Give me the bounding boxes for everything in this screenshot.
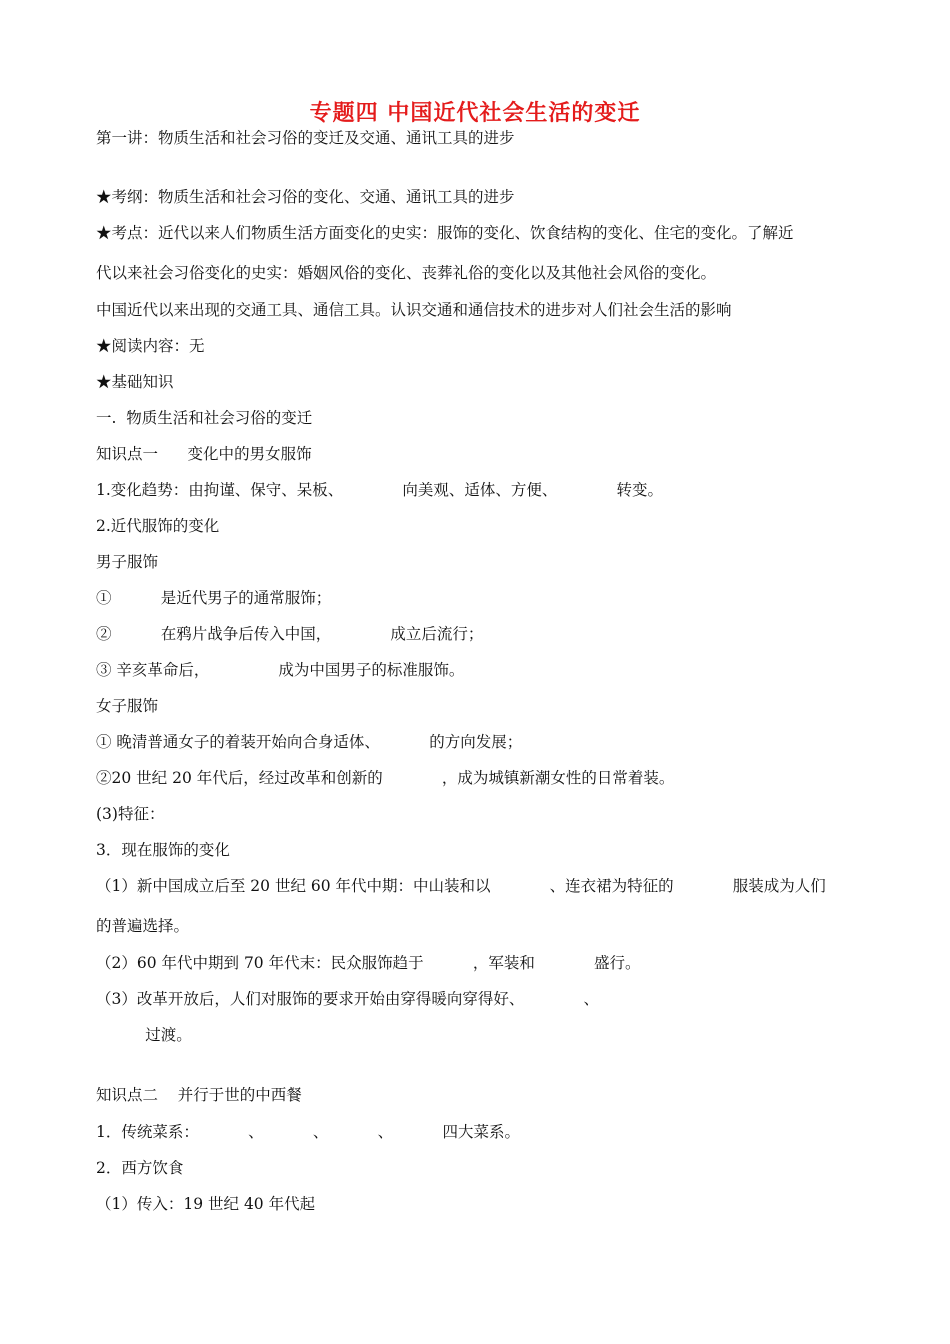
mens-item-1: ① 是近代男子的通常服饰；	[96, 589, 332, 607]
current-item-1: （1）新中国成立后至 20 世纪 60 年代中期：中山装和以 、连衣裙为特征的 服装成为人们	[96, 877, 826, 895]
basic-knowledge-heading: ★基础知识	[96, 373, 174, 391]
current-item-1-cont: 的普遍选择。	[96, 917, 190, 935]
knowledge-point-two: 知识点二 并行于世的中西餐	[96, 1086, 302, 1104]
western-food-heading: 2．西方饮食	[96, 1159, 184, 1177]
exam-points-cont: 代以来社会习俗变化的史实：婚姻风俗的变化、丧葬礼俗的变化以及其他社会风俗的变化。	[96, 264, 717, 282]
mens-clothing-heading: 男子服饰	[96, 553, 159, 571]
document-title: 专题四 中国近代社会生活的变迁	[309, 101, 641, 126]
current-item-2: （2）60 年代中期到 70 年代末：民众服饰趋于 ，军装和 盛行。	[96, 954, 641, 972]
current-clothing-heading: 3．现在服饰的变化	[96, 841, 230, 859]
cuisines-line: 1．传统菜系： 、 、 、 四大菜系。	[96, 1123, 520, 1141]
features-line: (3)特征：	[96, 805, 165, 823]
current-item-3: （3）改革开放后，人们对服饰的要求开始由穿得暖向穿得好、 、	[96, 990, 599, 1008]
exam-points: ★考点：近代以来人们物质生活方面变化的史实：服饰的变化、饮食结构的变化、住宅的变化。了解近	[96, 224, 794, 242]
current-item-3-cont: 过渡。	[96, 1026, 192, 1044]
knowledge-point-one: 知识点一 变化中的男女服饰	[96, 445, 312, 463]
womens-clothing-heading: 女子服饰	[96, 697, 159, 715]
lecture-heading: 第一讲：物质生活和社会习俗的变迁及交通、通讯工具的进步	[96, 129, 515, 147]
womens-item-2: ②20 世纪 20 年代后，经过改革和创新的 ，成为城镇新潮女性的日常着装。	[96, 769, 675, 787]
mens-item-2: ② 在鸦片战争后传入中国， 成立后流行；	[96, 625, 484, 643]
section-one-heading: 一. 物质生活和社会习俗的变迁	[96, 409, 313, 427]
exam-outline: ★考纲：物质生活和社会习俗的变化、交通、通讯工具的进步	[96, 188, 515, 206]
exam-points-transport: 中国近代以来出现的交通工具、通信工具。认识交通和通信技术的进步对人们社会生活的影响	[96, 301, 732, 319]
modern-clothing-heading: 2.近代服饰的变化	[96, 517, 220, 535]
mens-item-3: ③ 辛亥革命后， 成为中国男子的标准服饰。	[96, 661, 465, 679]
womens-item-1: ① 晚清普通女子的着装开始向合身适体、 的方向发展；	[96, 733, 523, 751]
trend-line: 1.变化趋势：由拘谨、保守、呆板、 向美观、适体、方便、 转变。	[96, 481, 664, 499]
reading-content: ★阅读内容：无	[96, 337, 205, 355]
introduction-line: （1）传入：19 世纪 40 年代起	[96, 1195, 316, 1213]
